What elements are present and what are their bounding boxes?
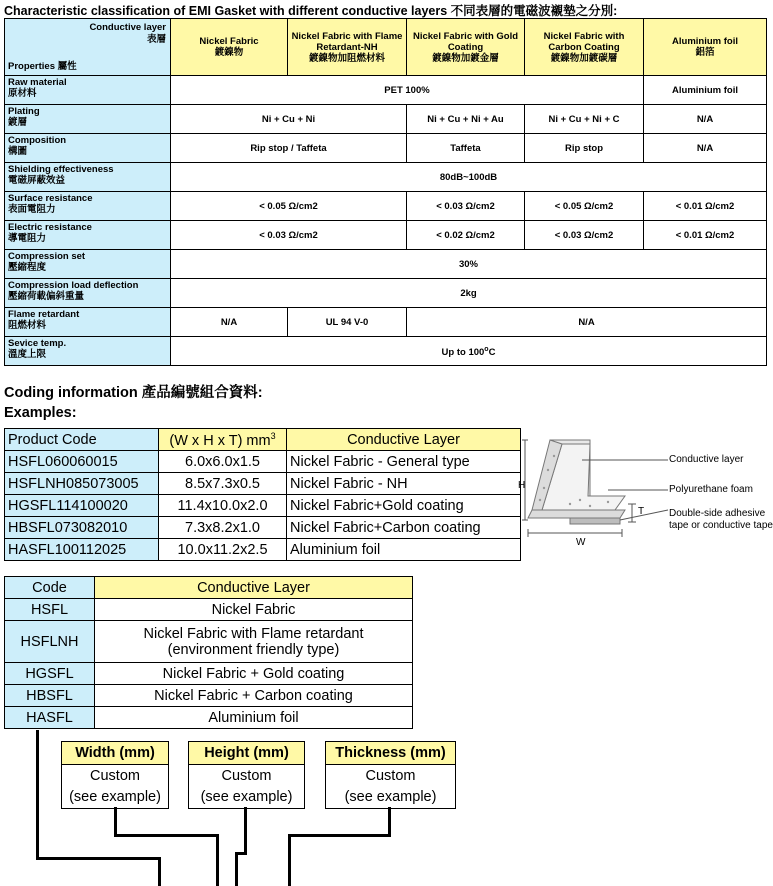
thickness-label: T	[638, 506, 645, 517]
table-cell: 30%	[171, 250, 767, 279]
table-cell: UL 94 V-0	[288, 308, 407, 337]
coding-heading: Coding information 產品編號組合資料:	[4, 385, 263, 401]
header-conductive-layer: Conductive Layer	[287, 429, 521, 451]
table-row: HGSFL Nickel Fabric + Gold coating	[5, 663, 413, 685]
header-layer: Conductive Layer	[95, 577, 413, 599]
table-cell: Ni + Cu + Ni + C	[525, 105, 644, 134]
connector-line	[158, 857, 161, 886]
property-label: Plating 鍍層	[5, 105, 171, 134]
table-cell: 2kg	[171, 279, 767, 308]
header-product-code: Product Code	[5, 429, 159, 451]
column-header: Nickel Fabric with Flame Retardant-NH 鍍鎳物加阻燃材料	[288, 19, 407, 76]
examples-table	[4, 428, 521, 561]
table-row: HGSFL114100020 11.4x10.0x2.0 Nickel Fabric+Gold coating	[5, 495, 521, 517]
property-label: Electric resistance 導電阻力	[5, 221, 171, 250]
base-layer-shape	[528, 510, 625, 518]
table-row: HBSFL073082010 7.3x8.2x1.0 Nickel Fabric+Carbon coating	[5, 517, 521, 539]
table-cell: Up to 100$^o$C	[171, 337, 767, 366]
table-cell: < 0.02 Ω/cm2	[407, 221, 525, 250]
height-label: H	[518, 480, 526, 491]
property-label: Compression load deflection 壓縮荷載偏斜重量	[5, 279, 171, 308]
connector-line	[244, 807, 247, 855]
header-code: Code	[5, 577, 95, 599]
table-cell: < 0.01 Ω/cm2	[644, 221, 767, 250]
table-cell: Ni + Cu + Ni	[171, 105, 407, 134]
table-cell: < 0.05 Ω/cm2	[525, 192, 644, 221]
thickness-box: Thickness (mm) Custom (see example)	[325, 741, 456, 809]
table-cell: 80dB~100dB	[171, 163, 767, 192]
examples-heading: Examples:	[4, 405, 77, 421]
property-label: Surface resistance 表面電阻力	[5, 192, 171, 221]
table-row: HSFLNH085073005 8.5x7.3x0.5 Nickel Fabric - NH	[5, 473, 521, 495]
table-cell: N/A	[644, 105, 767, 134]
table-row: HSFLNH Nickel Fabric with Flame retardant (environment friendly type)	[5, 621, 413, 663]
corner-layer-label-zh: 表層	[146, 34, 166, 45]
table-cell: N/A	[171, 308, 288, 337]
property-label: Composition 構圖	[5, 134, 171, 163]
property-label: Sevice temp. 溫度上限	[5, 337, 171, 366]
table-corner-cell	[5, 19, 171, 76]
table-row	[5, 134, 767, 163]
table-cell: < 0.03 Ω/cm2	[171, 221, 407, 250]
table-row	[5, 105, 767, 134]
table-cell: < 0.03 Ω/cm2	[407, 192, 525, 221]
table-row	[5, 308, 767, 337]
column-header: Nickel Fabric with Carbon Coating 鍍鎳物加鍍碳層	[525, 19, 644, 76]
table-cell: N/A	[644, 134, 767, 163]
connector-line	[36, 857, 161, 860]
connector-line	[114, 834, 219, 837]
table-cell: < 0.03 Ω/cm2	[525, 221, 644, 250]
thickness-box-title: Thickness (mm)	[326, 742, 455, 765]
column-header: Nickel Fabric with Gold Coating 鍍鎳物加鍍金層	[407, 19, 525, 76]
table-cell: PET 100%	[171, 76, 644, 105]
connector-line	[388, 807, 391, 837]
comparison-table	[4, 18, 767, 366]
code-legend-table	[4, 576, 413, 729]
corner-properties-label-zh: 屬性	[57, 61, 77, 72]
table-row: HBSFL Nickel Fabric + Carbon coating	[5, 685, 413, 707]
width-label: W	[576, 537, 586, 548]
connector-line	[288, 834, 391, 837]
foam-label: Polyurethane foam	[669, 484, 753, 495]
table-row	[5, 221, 767, 250]
corner-layer-label: Conductive layer	[89, 22, 166, 33]
table-row: HASFL Aluminium foil	[5, 707, 413, 729]
tape-shape	[570, 518, 620, 524]
property-label: Compression set 壓縮程度	[5, 250, 171, 279]
property-label: Flame retardant 阻燃材料	[5, 308, 171, 337]
table-cell: < 0.05 Ω/cm2	[171, 192, 407, 221]
table-row: HASFL100112025 10.0x11.2x2.5 Aluminium foil	[5, 539, 521, 561]
table-row	[5, 76, 767, 105]
table-cell: N/A	[407, 308, 767, 337]
width-box: Width (mm) Custom (see example)	[61, 741, 169, 809]
connector-line	[114, 807, 117, 837]
table-cell: Ni + Cu + Ni + Au	[407, 105, 525, 134]
tape-label-2: tape or conductive tape	[669, 520, 773, 531]
table-row	[5, 279, 767, 308]
table-cell: Rip stop / Taffeta	[171, 134, 407, 163]
table-cell: < 0.01 Ω/cm2	[644, 192, 767, 221]
connector-line	[216, 834, 219, 886]
column-header: Aluminium foil 鋁箔	[644, 19, 767, 76]
table-row	[5, 337, 767, 366]
connector-line	[36, 730, 39, 860]
height-box: Height (mm) Custom (see example)	[188, 741, 305, 809]
tape-label-1: Double-side adhesive	[669, 508, 766, 519]
corner-properties-label: Properties	[8, 61, 55, 72]
height-box-title: Height (mm)	[189, 742, 304, 765]
property-label: Shielding effectiveness 電磁屏蔽效益	[5, 163, 171, 192]
conductive-layer-label: Conductive layer	[669, 454, 744, 465]
table-row	[5, 250, 767, 279]
table-row: HSFL Nickel Fabric	[5, 599, 413, 621]
width-box-title: Width (mm)	[62, 742, 168, 765]
table-row: HSFL060060015 6.0x6.0x1.5 Nickel Fabric - General type	[5, 451, 521, 473]
table-header-row	[5, 577, 413, 599]
connector-line	[235, 852, 238, 886]
table-row	[5, 192, 767, 221]
column-header: Nickel Fabric 鍍鎳物	[171, 19, 288, 76]
table-cell: Rip stop	[525, 134, 644, 163]
table-cell: Taffeta	[407, 134, 525, 163]
gasket-diagram	[520, 430, 670, 560]
connector-line	[288, 834, 291, 886]
table-header-row	[5, 429, 521, 451]
table-row	[5, 163, 767, 192]
table-cell: Aluminium foil	[644, 76, 767, 105]
property-label: Raw material 原材料	[5, 76, 171, 105]
header-dimensions: (W x H x T) $mm^3$	[159, 429, 287, 451]
page-title: Characteristic classification of EMI Gasket with different conductive layers 不同表層的電磁波襯墊之分別:	[4, 4, 618, 18]
